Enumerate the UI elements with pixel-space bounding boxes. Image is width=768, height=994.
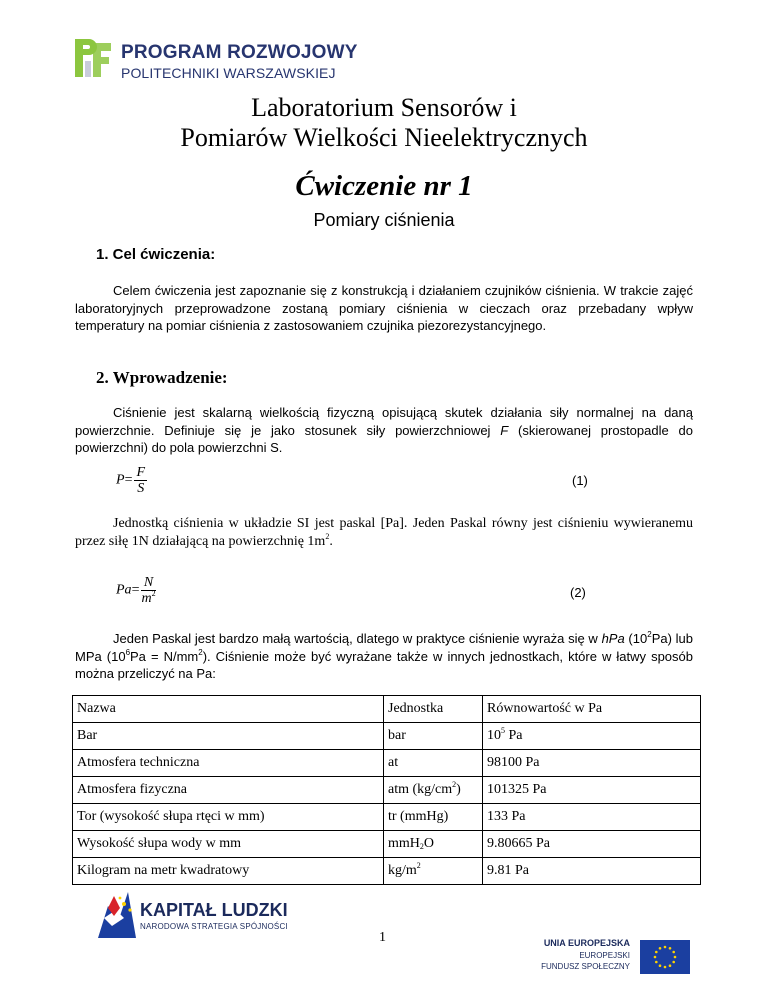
equation-number-1: (1) <box>572 473 588 488</box>
eu-label-fund-line2: FUNDUSZ SPOŁECZNY <box>541 962 630 971</box>
table-cell-unit: atm $(kg/cm^2)$ <box>384 777 483 804</box>
eu-flag-icon <box>640 940 690 974</box>
table-row <box>73 858 701 885</box>
program-rozwojowy-logo-icon <box>71 37 115 81</box>
table-cell-value: 9.80665 Pa <box>483 831 701 858</box>
table-row <box>73 750 701 777</box>
page-number: 1 <box>379 930 386 945</box>
table-cell-unit: $kg/m^2$ <box>384 858 483 885</box>
table-header-row <box>73 696 701 723</box>
table-cell-name: Atmosfera techniczna <box>73 750 384 777</box>
intro-paragraph-definition: Ciśnienie jest skalarną wielkością fizyczną opisującą skutek działania siły normalnej na daną powierzchnie. Definiuje się je jako stosunek siły powierzchniowej F (skierowanej prostopadle do powierzchni) do pola powierzchni S. <box>75 405 693 455</box>
equation-number-2: (2) <box>570 585 586 600</box>
intro-paragraph-units: Jeden Paskal jest bardzo małą wartością, dlatego w praktyce ciśnienie wyraża się w hPa $(10^2Pa)$ lub MPa $(10^6Pa = N/mm^2)$. Ciśnienie może być wyrażane także w innych jednostkach, które w łatwy sposób można przeliczyć na Pa: <box>75 630 693 681</box>
formula-pressure: P= $\frac{F}{S}$ <box>116 465 146 496</box>
section-heading-intro: 2. Wprowadzenie: <box>96 368 228 387</box>
table-row <box>73 831 701 858</box>
table-cell-unit: mmH$_2$O <box>384 831 483 858</box>
table-header-name: Nazwa <box>73 696 384 723</box>
table-cell-value: $10^5$ Pa <box>483 723 701 750</box>
formula-pascal: Pa= $\frac{N}{m^2}$ <box>116 575 156 606</box>
table-cell-value: 9.81 Pa <box>483 858 701 885</box>
kapital-ludzki-subtitle: NARODOWA STRATEGIA SPÓJNOŚCI <box>140 922 288 931</box>
table-cell-value: 98100 Pa <box>483 750 701 777</box>
kapital-ludzki-title: KAPITAŁ LUDZKI <box>140 900 288 920</box>
section-heading-goal: 1. Cel ćwiczenia: <box>96 246 216 263</box>
logo-text-politechnika: POLITECHNIKI WARSZAWSKIEJ <box>121 65 336 81</box>
table-row <box>73 723 701 750</box>
table-cell-name: Wysokość słupa wody w mm <box>73 831 384 858</box>
eu-label-union: UNIA EUROPEJSKA <box>543 938 630 948</box>
section-goal-text: Celem ćwiczenia jest zapoznanie się z konstrukcją i działaniem czujników ciśnienia. W trakcie zajęć laboratoryjnych przeprowadzone zostaną pomiary ciśnienia w cieczach oraz przebadany wpływ temperatury na pomiar ciśnienia z zastosowaniem czujnika piezorezystancyjnego. <box>75 283 693 333</box>
table-row <box>73 777 701 804</box>
exercise-number: Ćwiczenie nr 1 <box>295 170 473 202</box>
table-cell-value: 101325 Pa <box>483 777 701 804</box>
exercise-subtitle: Pomiary ciśnienia <box>313 210 455 230</box>
table-cell-unit: at <box>384 750 483 777</box>
table-cell-name: Kilogram na metr kwadratowy <box>73 858 384 885</box>
kapital-ludzki-logo-icon <box>94 888 140 940</box>
table-cell-name: Bar <box>73 723 384 750</box>
pressure-units-table <box>72 695 701 885</box>
document-title-line1: Laboratorium Sensorów i <box>251 93 517 122</box>
table-header-value: Równowartość w Pa <box>483 696 701 723</box>
table-cell-unit: bar <box>384 723 483 750</box>
table-cell-name: Atmosfera fizyczna <box>73 777 384 804</box>
eu-label-fund-line1: EUROPEJSKI <box>579 951 630 960</box>
table-header-unit: Jednostka <box>384 696 483 723</box>
intro-paragraph-pascal: Jednostką ciśnienia w układzie SI jest paskal [Pa]. Jeden Paskal równy jest ciśnieniu wywieranemu przez siłę 1N działającą na powierzchnię $1m^2$. <box>75 516 693 549</box>
document-title-line2: Pomiarów Wielkości Nieelektrycznych <box>180 123 588 152</box>
table-cell-unit: tr (mmHg) <box>384 804 483 831</box>
table-row <box>73 804 701 831</box>
table-cell-value: 133 Pa <box>483 804 701 831</box>
logo-text-program: PROGRAM ROZWOJOWY <box>121 42 358 63</box>
table-cell-name: Tor (wysokość słupa rtęci w mm) <box>73 804 384 831</box>
